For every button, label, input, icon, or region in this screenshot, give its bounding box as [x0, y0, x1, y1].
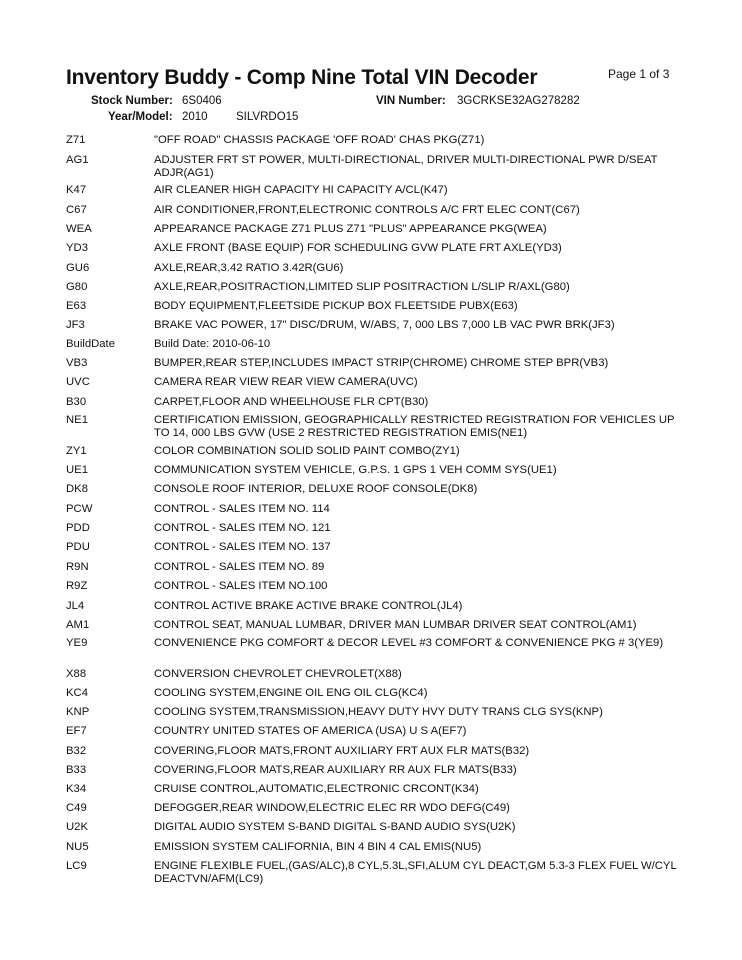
option-row	[66, 706, 678, 719]
option-row	[66, 802, 678, 815]
stock-number-value: 6S0406	[182, 95, 222, 107]
option-code: AM1	[66, 619, 90, 631]
option-row	[66, 357, 678, 370]
option-description: BUMPER,REAR STEP,INCLUDES IMPACT STRIP(CHROME) CHROME STEP BPR(VB3)	[154, 357, 609, 369]
option-code: VB3	[66, 357, 88, 369]
option-row	[66, 600, 678, 613]
option-row	[66, 242, 678, 255]
option-row	[66, 783, 678, 796]
option-row	[66, 619, 678, 632]
option-code: GU6	[66, 262, 90, 274]
option-row	[66, 396, 678, 409]
option-row	[66, 134, 678, 147]
option-code: WEA	[66, 223, 92, 235]
option-description: CONVERSION CHEVROLET CHEVROLET(X88)	[154, 668, 402, 680]
option-row	[66, 687, 678, 700]
option-description: AIR CONDITIONER,FRONT,ELECTRONIC CONTROLS A/C FRT ELEC CONT(C67)	[154, 204, 580, 216]
option-description: APPEARANCE PACKAGE Z71 PLUS Z71 "PLUS" APPEARANCE PKG(WEA)	[154, 223, 547, 235]
year-value: 2010	[182, 111, 208, 123]
option-row	[66, 338, 678, 351]
option-row	[66, 300, 678, 313]
option-description: ENGINE FLEXIBLE FUEL,(GAS/ALC),8 CYL,5.3L,SFI,ALUM CYL DEACT,GM 5.3-3 FLEX FUEL W/CYL DEACTVN/AFM(LC9)	[154, 860, 677, 885]
option-row	[66, 464, 678, 477]
option-code: LC9	[66, 860, 87, 872]
option-code: NU5	[66, 841, 89, 853]
option-row	[66, 319, 678, 332]
option-row	[66, 745, 678, 758]
option-description: COVERING,FLOOR MATS,REAR AUXILIARY RR AUX FLR MATS(B33)	[154, 764, 517, 776]
option-description: AIR CLEANER HIGH CAPACITY HI CAPACITY A/CL(K47)	[154, 184, 448, 196]
option-code: B33	[66, 764, 87, 776]
option-code: BuildDate	[66, 338, 115, 350]
option-code: R9Z	[66, 580, 88, 592]
option-description: COOLING SYSTEM,TRANSMISSION,HEAVY DUTY HVY DUTY TRANS CLG SYS(KNP)	[154, 706, 603, 718]
option-code: JL4	[66, 600, 85, 612]
option-row	[66, 841, 678, 854]
option-description: EMISSION SYSTEM CALIFORNIA, BIN 4 BIN 4 CAL EMIS(NU5)	[154, 841, 482, 853]
option-code: JF3	[66, 319, 85, 331]
option-row	[66, 281, 678, 294]
option-code: K34	[66, 783, 87, 795]
vin-number-value: 3GCRKSE32AG278282	[457, 95, 580, 107]
option-code: G80	[66, 281, 88, 293]
option-row	[66, 637, 678, 650]
option-code: PDD	[66, 522, 90, 534]
option-description: "OFF ROAD" CHASSIS PACKAGE 'OFF ROAD' CHAS PKG(Z71)	[154, 134, 485, 146]
option-row	[66, 561, 678, 574]
stock-number-label: Stock Number:	[91, 95, 173, 107]
option-code: C49	[66, 802, 87, 814]
page-number: Page 1 of 3	[608, 67, 670, 81]
option-description: CONTROL - SALES ITEM NO. 114	[154, 503, 330, 515]
option-code: UVC	[66, 376, 90, 388]
option-code: YD3	[66, 242, 88, 254]
option-row	[66, 860, 678, 886]
option-row	[66, 541, 678, 554]
option-description: Build Date: 2010-06-10	[154, 338, 271, 350]
option-description: BRAKE VAC POWER, 17" DISC/DRUM, W/ABS, 7, 000 LBS 7,000 LB VAC PWR BRK(JF3)	[154, 319, 615, 331]
option-code: E63	[66, 300, 87, 312]
option-row	[66, 821, 678, 834]
option-description: CRUISE CONTROL,AUTOMATIC,ELECTRONIC CRCONT(K34)	[154, 783, 479, 795]
option-row	[66, 445, 678, 458]
option-row	[66, 223, 678, 236]
option-description: CONTROL - SALES ITEM NO. 89	[154, 561, 325, 573]
vin-number-label: VIN Number:	[376, 95, 446, 107]
option-description: CERTIFICATION EMISSION, GEOGRAPHICALLY RESTRICTED REGISTRATION FOR VEHICLES UP TO 14, 000 LBS GVW (USE 2 RESTRICTED REGISTRATION EMIS(NE1)	[154, 414, 675, 439]
option-row	[66, 483, 678, 496]
option-description: COUNTRY UNITED STATES OF AMERICA (USA) U S A(EF7)	[154, 725, 467, 737]
option-row	[66, 414, 678, 440]
option-code: PDU	[66, 541, 90, 553]
option-description: DIGITAL AUDIO SYSTEM S-BAND DIGITAL S-BAND AUDIO SYS(U2K)	[154, 821, 516, 833]
option-description: COVERING,FLOOR MATS,FRONT AUXILIARY FRT AUX FLR MATS(B32)	[154, 745, 530, 757]
option-row	[66, 725, 678, 738]
option-code: U2K	[66, 821, 88, 833]
option-code: YE9	[66, 637, 88, 649]
option-row	[66, 522, 678, 535]
option-description: AXLE FRONT (BASE EQUIP) FOR SCHEDULING GVW PLATE FRT AXLE(YD3)	[154, 242, 562, 254]
option-description: COMMUNICATION SYSTEM VEHICLE, G.P.S. 1 GPS 1 VEH COMM SYS(UE1)	[154, 464, 557, 476]
option-description: CAMERA REAR VIEW REAR VIEW CAMERA(UVC)	[154, 376, 418, 388]
option-code: C67	[66, 204, 87, 216]
option-code: EF7	[66, 725, 87, 737]
option-description: CONVENIENCE PKG COMFORT & DECOR LEVEL #3 COMFORT & CONVENIENCE PKG # 3(YE9)	[154, 637, 664, 649]
option-description: ADJUSTER FRT ST POWER, MULTI-DIRECTIONAL, DRIVER MULTI-DIRECTIONAL PWR D/SEAT ADJR(AG1)	[154, 154, 658, 179]
option-code: PCW	[66, 503, 93, 515]
option-row	[66, 503, 678, 516]
option-row	[66, 154, 678, 180]
option-description: CONTROL SEAT, MANUAL LUMBAR, DRIVER MAN LUMBAR DRIVER SEAT CONTROL(AM1)	[154, 619, 637, 631]
option-code: KC4	[66, 687, 88, 699]
option-row	[66, 376, 678, 389]
option-row	[66, 184, 678, 197]
option-code: NE1	[66, 414, 88, 426]
option-row	[66, 668, 678, 681]
option-description: COOLING SYSTEM,ENGINE OIL ENG OIL CLG(KC4)	[154, 687, 428, 699]
option-code: AG1	[66, 154, 89, 166]
option-description: CONTROL - SALES ITEM NO. 121	[154, 522, 331, 534]
option-description: CONTROL - SALES ITEM NO. 137	[154, 541, 331, 553]
option-row	[66, 764, 678, 777]
option-description: CONTROL ACTIVE BRAKE ACTIVE BRAKE CONTROL(JL4)	[154, 600, 463, 612]
page-title: Inventory Buddy - Comp Nine Total VIN Decoder	[66, 66, 538, 89]
option-row	[66, 262, 678, 275]
option-code-list	[66, 134, 678, 914]
option-description: AXLE,REAR,POSITRACTION,LIMITED SLIP POSITRACTION L/SLIP R/AXL(G80)	[154, 281, 570, 293]
option-row	[66, 204, 678, 217]
option-code: R9N	[66, 561, 89, 573]
option-description: BODY EQUIPMENT,FLEETSIDE PICKUP BOX FLEETSIDE PUBX(E63)	[154, 300, 518, 312]
option-code: B32	[66, 745, 87, 757]
year-model-label: Year/Model:	[108, 111, 173, 123]
option-code: Z71	[66, 134, 86, 146]
option-description: CONTROL - SALES ITEM NO.100	[154, 580, 328, 592]
option-description: DEFOGGER,REAR WINDOW,ELECTRIC ELEC RR WDO DEFG(C49)	[154, 802, 510, 814]
model-value: SILVRDO15	[236, 111, 299, 123]
option-row	[66, 580, 678, 593]
option-code: UE1	[66, 464, 88, 476]
option-description: COLOR COMBINATION SOLID SOLID PAINT COMBO(ZY1)	[154, 445, 460, 457]
option-code: B30	[66, 396, 87, 408]
option-code: DK8	[66, 483, 88, 495]
option-description: CARPET,FLOOR AND WHEELHOUSE FLR CPT(B30)	[154, 396, 429, 408]
option-code: X88	[66, 668, 87, 680]
option-code: K47	[66, 184, 87, 196]
option-code: KNP	[66, 706, 90, 718]
option-description: AXLE,REAR,3.42 RATIO 3.42R(GU6)	[154, 262, 344, 274]
option-description: CONSOLE ROOF INTERIOR, DELUXE ROOF CONSOLE(DK8)	[154, 483, 478, 495]
option-code: ZY1	[66, 445, 87, 457]
